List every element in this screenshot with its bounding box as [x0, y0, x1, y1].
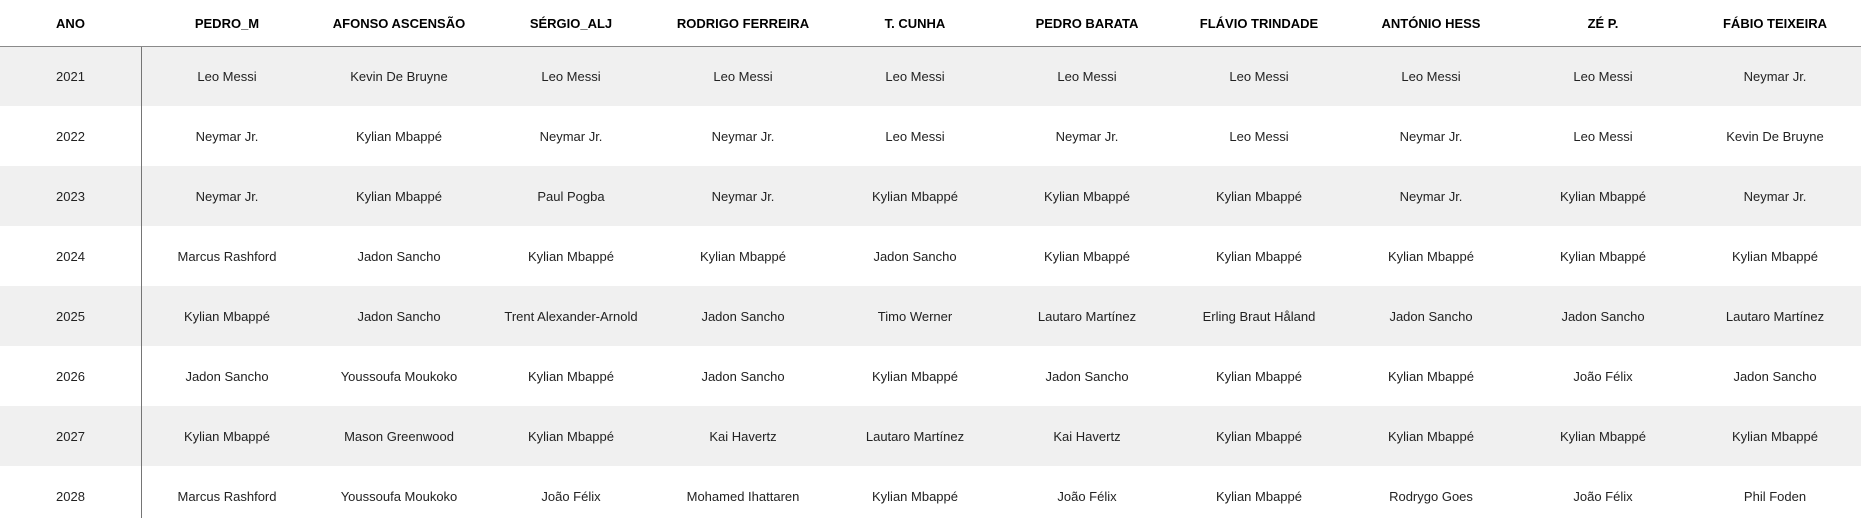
column-header-fabio-teixeira: FÁBIO TEIXEIRA	[1722, 15, 1827, 31]
column-header-ano: ANO	[56, 15, 85, 31]
player-cell: Paul Pogba	[537, 188, 605, 204]
player-cell: Kylian Mbappé	[1216, 368, 1302, 384]
year-column-divider	[141, 47, 142, 518]
player-cell: Timo Werner	[877, 308, 953, 324]
player-cell: Kylian Mbappé	[184, 308, 270, 324]
table-row-2023	[0, 166, 1861, 226]
player-cell: Neymar Jr.	[1399, 188, 1463, 204]
player-cell: Jadon Sancho	[1561, 308, 1645, 324]
table-row-2028	[0, 466, 1861, 526]
player-cell: João Félix	[1573, 488, 1633, 504]
player-cell: Kylian Mbappé	[1044, 188, 1130, 204]
column-header-antonio-hess: ANTÓNIO HESS	[1381, 15, 1481, 31]
player-cell: Kylian Mbappé	[1216, 248, 1302, 264]
table-row-2027	[0, 406, 1861, 466]
year-cell: 2027	[56, 428, 85, 444]
player-cell: Jadon Sancho	[357, 308, 441, 324]
header-divider	[0, 46, 1861, 47]
table-row-2021	[0, 46, 1861, 106]
year-cell: 2026	[56, 368, 85, 384]
player-cell: Kylian Mbappé	[356, 128, 442, 144]
column-header-sergio-alj: SÉRGIO_ALJ	[529, 15, 613, 31]
player-cell: Kevin De Bruyne	[350, 68, 448, 84]
year-cell: 2023	[56, 188, 85, 204]
column-header-afonso-ascensao: AFONSO ASCENSÃO	[332, 15, 466, 31]
player-cell: Erling Braut Håland	[1202, 308, 1316, 324]
player-cell: Kai Havertz	[1053, 428, 1121, 444]
player-cell: Leo Messi	[1401, 68, 1461, 84]
player-cell: Phil Foden	[1743, 488, 1807, 504]
player-cell: João Félix	[1573, 368, 1633, 384]
player-cell: Mason Greenwood	[344, 428, 454, 444]
player-cell: Neymar Jr.	[539, 128, 603, 144]
player-cell: Leo Messi	[1573, 68, 1633, 84]
column-header-t-cunha: T. CUNHA	[884, 15, 946, 31]
player-cell: Jadon Sancho	[873, 248, 957, 264]
player-cell: Jadon Sancho	[701, 308, 785, 324]
player-cell: Leo Messi	[1229, 128, 1289, 144]
table-row-2025	[0, 286, 1861, 346]
player-cell: Lautaro Martínez	[865, 428, 965, 444]
table-header-row	[0, 0, 1861, 46]
player-cell: Marcus Rashford	[177, 248, 277, 264]
year-cell: 2024	[56, 248, 85, 264]
player-cell: Kylian Mbappé	[700, 248, 786, 264]
player-cell: Kylian Mbappé	[1388, 368, 1474, 384]
player-cell: Kylian Mbappé	[872, 488, 958, 504]
player-cell: Leo Messi	[713, 68, 773, 84]
player-cell: Kylian Mbappé	[1732, 248, 1818, 264]
player-cell: Kylian Mbappé	[872, 188, 958, 204]
player-cell: Leo Messi	[885, 128, 945, 144]
player-cell: Kai Havertz	[709, 428, 777, 444]
player-cell: Jadon Sancho	[357, 248, 441, 264]
player-cell: Kylian Mbappé	[1216, 188, 1302, 204]
player-cell: Kylian Mbappé	[1732, 428, 1818, 444]
player-cell: Youssoufa Moukoko	[340, 368, 458, 384]
player-cell: João Félix	[541, 488, 601, 504]
year-cell: 2021	[56, 68, 85, 84]
player-cell: Leo Messi	[197, 68, 257, 84]
player-cell: Kylian Mbappé	[1560, 188, 1646, 204]
player-cell: Kylian Mbappé	[528, 428, 614, 444]
player-cell: Trent Alexander-Arnold	[504, 308, 638, 324]
table-row-2024	[0, 226, 1861, 286]
player-cell: Neymar Jr.	[1055, 128, 1119, 144]
player-cell: Neymar Jr.	[195, 188, 259, 204]
year-cell: 2022	[56, 128, 85, 144]
player-cell: João Félix	[1057, 488, 1117, 504]
player-cell: Kylian Mbappé	[1216, 428, 1302, 444]
column-header-pedro-barata: PEDRO BARATA	[1035, 15, 1139, 31]
player-cell: Jadon Sancho	[185, 368, 269, 384]
player-cell: Kylian Mbappé	[184, 428, 270, 444]
player-cell: Neymar Jr.	[1399, 128, 1463, 144]
player-cell: Kylian Mbappé	[528, 368, 614, 384]
player-cell: Kylian Mbappé	[1388, 248, 1474, 264]
player-cell: Rodrygo Goes	[1389, 488, 1473, 504]
column-header-pedro-m: PEDRO_M	[194, 15, 260, 31]
player-cell: Leo Messi	[541, 68, 601, 84]
player-cell: Neymar Jr.	[711, 188, 775, 204]
player-cell: Marcus Rashford	[177, 488, 277, 504]
table-body	[0, 46, 1861, 526]
player-cell: Youssoufa Moukoko	[340, 488, 458, 504]
table-row-2022	[0, 106, 1861, 166]
player-cell: Leo Messi	[1229, 68, 1289, 84]
player-cell: Jadon Sancho	[1045, 368, 1129, 384]
table-row-2026	[0, 346, 1861, 406]
player-cell: Neymar Jr.	[1743, 188, 1807, 204]
player-cell: Kylian Mbappé	[356, 188, 442, 204]
player-cell: Lautaro Martínez	[1037, 308, 1137, 324]
player-cell: Kevin De Bruyne	[1726, 128, 1824, 144]
player-cell: Kylian Mbappé	[1560, 248, 1646, 264]
player-cell: Jadon Sancho	[1389, 308, 1473, 324]
player-cell: Neymar Jr.	[195, 128, 259, 144]
player-cell: Neymar Jr.	[1743, 68, 1807, 84]
player-cell: Jadon Sancho	[701, 368, 785, 384]
player-cell: Leo Messi	[885, 68, 945, 84]
player-cell: Kylian Mbappé	[1044, 248, 1130, 264]
year-cell: 2028	[56, 488, 85, 504]
player-cell: Leo Messi	[1573, 128, 1633, 144]
player-cell: Kylian Mbappé	[872, 368, 958, 384]
player-cell: Mohamed Ihattaren	[686, 488, 800, 504]
player-cell: Kylian Mbappé	[1388, 428, 1474, 444]
column-header-ze-p: ZÉ P.	[1587, 15, 1619, 31]
player-cell: Kylian Mbappé	[528, 248, 614, 264]
player-cell: Lautaro Martínez	[1725, 308, 1825, 324]
player-cell: Jadon Sancho	[1733, 368, 1817, 384]
column-header-flavio-trindade: FLÁVIO TRINDADE	[1199, 15, 1319, 31]
player-cell: Kylian Mbappé	[1560, 428, 1646, 444]
column-header-rodrigo-ferreira: RODRIGO FERREIRA	[676, 15, 810, 31]
player-cell: Kylian Mbappé	[1216, 488, 1302, 504]
player-cell: Leo Messi	[1057, 68, 1117, 84]
year-cell: 2025	[56, 308, 85, 324]
player-cell: Neymar Jr.	[711, 128, 775, 144]
